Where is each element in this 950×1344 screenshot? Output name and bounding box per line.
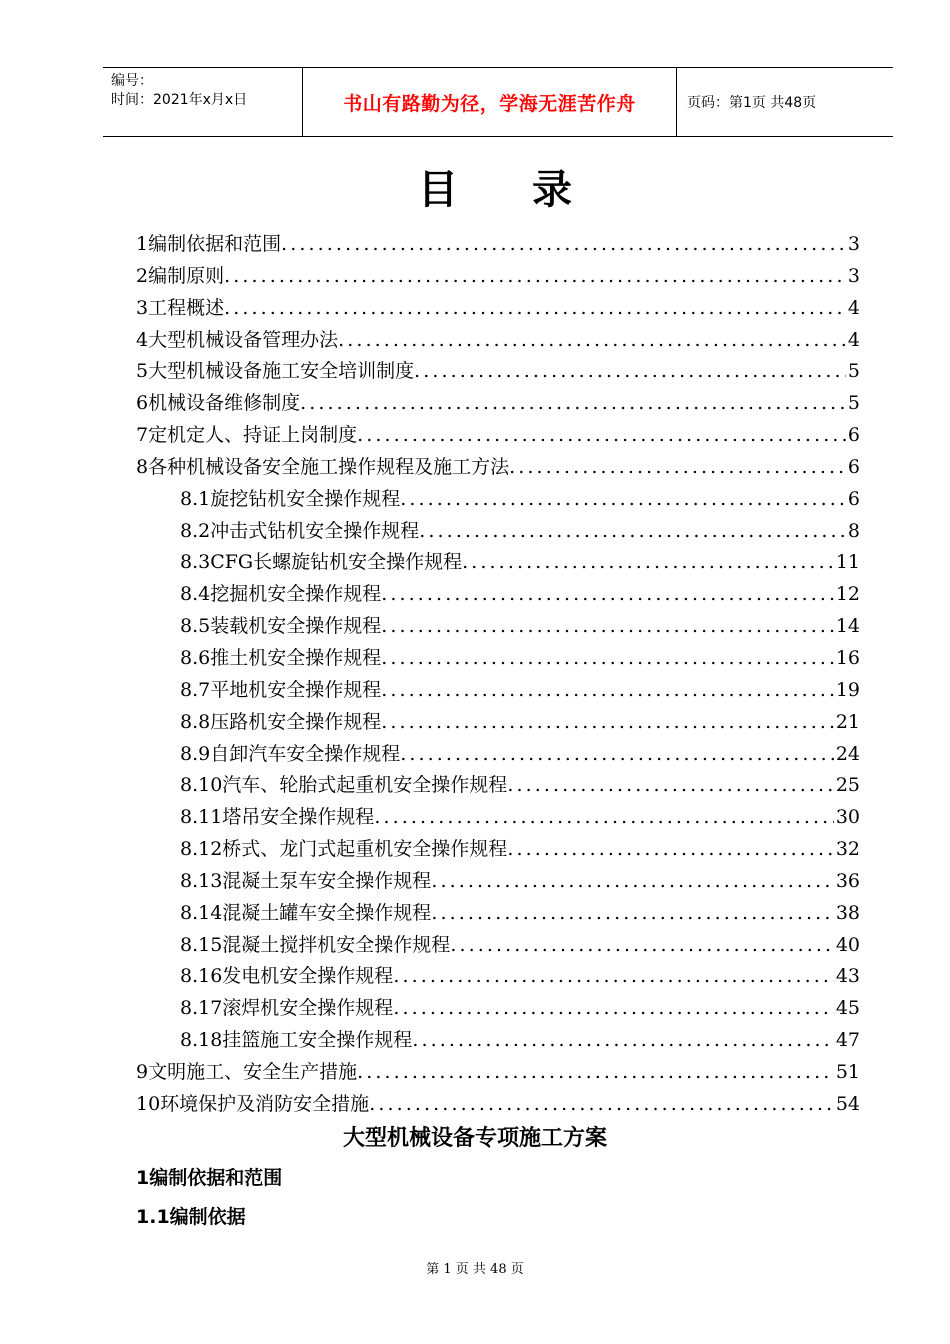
toc-entry-page: 19 [835, 678, 860, 701]
toc-entry[interactable] [136, 356, 860, 388]
toc-entry[interactable] [136, 261, 860, 293]
toc-entry-label: 8.8压路机安全操作规程 [180, 710, 382, 733]
toc-leader-dots [431, 902, 834, 924]
toc-leader-dots [393, 965, 834, 987]
toc-entry[interactable] [136, 961, 860, 993]
toc-entry-page: 43 [835, 965, 860, 988]
toc-entry-page: 12 [835, 583, 860, 606]
toc-entry-label: 3工程概述 [136, 296, 225, 319]
toc-entry-label: 2编制原则 [136, 264, 225, 287]
toc-entry-page: 6 [847, 424, 860, 447]
toc-entry-page: 40 [835, 933, 860, 956]
toc-leader-dots [393, 997, 834, 1019]
toc-entry-page: 5 [847, 392, 860, 415]
toc-leader-dots [462, 551, 834, 573]
toc-entry-label: 8.7平地机安全操作规程 [180, 678, 382, 701]
toc-entry[interactable] [136, 675, 860, 707]
toc-leader-dots [509, 456, 846, 478]
toc-entry-label: 8.5装载机安全操作规程 [180, 615, 382, 638]
toc-entry-page: 54 [835, 1092, 860, 1115]
toc-entry-label: 8.3CFG长螺旋钻机安全操作规程 [180, 551, 463, 574]
toc-entry-page: 8 [847, 519, 860, 542]
toc-entry-label: 1编制依据和范围 [136, 233, 282, 255]
header-meta [103, 68, 303, 136]
toc-entry-page: 24 [835, 742, 860, 765]
toc-leader-dots [224, 265, 846, 287]
toc-entry-label: 10环境保护及消防安全措施 [136, 1092, 370, 1115]
toc-entry-label: 8.17滚焊机安全操作规程 [180, 997, 394, 1020]
toc-title: 目 录 [418, 167, 602, 213]
toc-entry-label: 8.1旋挖钻机安全操作规程 [180, 487, 401, 510]
toc-leader-dots [357, 424, 846, 446]
toc-entry[interactable] [136, 1089, 860, 1121]
toc-entry[interactable] [136, 516, 860, 548]
toc-leader-dots [300, 392, 846, 414]
toc-entry-label: 8.9自卸汽车安全操作规程 [180, 742, 401, 765]
toc-leader-dots [414, 360, 846, 382]
header-page-info: 页码：第1页 共48页 [687, 95, 817, 111]
toc-leader-dots [338, 329, 846, 351]
toc-entry[interactable] [136, 866, 860, 898]
toc-entry[interactable] [136, 1057, 860, 1089]
toc-entry[interactable] [136, 452, 860, 484]
toc-entry[interactable] [136, 707, 860, 739]
toc-entry-page: 3 [847, 264, 860, 287]
toc-leader-dots [412, 1029, 834, 1051]
section-heading-1: 1编制依据和范围 [136, 1167, 283, 1189]
toc-leader-dots [507, 838, 834, 860]
document-title: 大型机械设备专项施工方案 [342, 1126, 607, 1151]
toc-entry-page: 4 [847, 328, 860, 351]
toc-entry[interactable] [136, 739, 860, 771]
toc-leader-dots [369, 1093, 834, 1115]
toc-leader-dots [381, 711, 834, 733]
toc-entry-label: 8.15混凝土搅拌机安全操作规程 [180, 933, 451, 956]
toc-entry-page: 11 [835, 551, 860, 574]
toc-entry-page: 32 [835, 838, 860, 861]
toc-entry-label: 8.13混凝土泵车安全操作规程 [180, 869, 432, 892]
toc-entry-label: 8.12桥式、龙门式起重机安全操作规程 [180, 838, 508, 861]
toc-leader-dots [381, 615, 834, 637]
toc-entry-label: 8.10汽车、轮胎式起重机安全操作规程 [180, 774, 508, 797]
toc-entry-page: 47 [835, 1029, 860, 1052]
toc-entry[interactable] [136, 325, 860, 357]
toc-entry-label: 8.18挂篮施工安全操作规程 [180, 1029, 413, 1052]
toc-entry-page: 30 [835, 806, 860, 829]
toc-leader-dots [224, 297, 846, 319]
toc-entry[interactable] [136, 898, 860, 930]
page-header [103, 67, 893, 137]
toc-entry-page: 4 [847, 296, 860, 319]
toc-entry-page: 16 [835, 646, 860, 669]
toc-entry-label: 8.2冲击式钻机安全操作规程 [180, 519, 420, 542]
toc-entry-label: 4大型机械设备管理办法 [136, 328, 339, 351]
toc-leader-dots [357, 1061, 834, 1083]
toc-entry-label: 8.6推土机安全操作规程 [180, 646, 382, 669]
toc-leader-dots [450, 934, 834, 956]
toc-entry[interactable] [136, 993, 860, 1025]
header-motto: 书山有路勤为径，学海无涯苦作舟 [303, 68, 677, 136]
toc-entry-label: 8.14混凝土罐车安全操作规程 [180, 901, 432, 924]
toc-leader-dots [374, 806, 834, 828]
toc-entry[interactable] [136, 611, 860, 643]
toc-entry-label: 8.11塔吊安全操作规程 [180, 806, 375, 829]
toc-leader-dots [419, 520, 846, 542]
toc-leader-dots [400, 488, 846, 510]
toc-entry-page: 25 [835, 774, 860, 797]
toc-entry[interactable] [136, 388, 860, 420]
toc-entry-label: 6机械设备维修制度 [136, 392, 301, 415]
toc-entry-label: 7定机定人、持证上岗制度 [136, 424, 358, 447]
toc-entry-page: 51 [835, 1060, 860, 1083]
toc-entry-page: 14 [835, 615, 860, 638]
date-label: 时间：2021年x月x日 [111, 92, 248, 108]
toc-entry-page: 6 [847, 455, 860, 478]
toc-entry-label: 8各种机械设备安全施工操作规程及施工方法 [136, 455, 510, 478]
toc-leader-dots [281, 233, 846, 255]
toc-entry-label: 8.4挖掘机安全操作规程 [180, 583, 382, 606]
toc-entry[interactable] [136, 484, 860, 516]
toc-entry[interactable] [136, 293, 860, 325]
toc-leader-dots [381, 583, 834, 605]
toc-entry-page: 21 [835, 710, 860, 733]
toc-entry-page: 36 [835, 869, 860, 892]
page-footer: 第 1 页 共 48 页 [426, 1262, 524, 1277]
toc-leader-dots [400, 743, 834, 765]
toc-entry[interactable] [136, 930, 860, 962]
toc-entry-label: 9文明施工、安全生产措施 [136, 1060, 358, 1083]
table-of-contents [136, 229, 860, 1121]
toc-entry[interactable] [136, 770, 860, 802]
toc-entry-page: 45 [835, 997, 860, 1020]
toc-entry[interactable] [136, 643, 860, 675]
toc-entry-label: 5大型机械设备施工安全培训制度 [136, 360, 415, 383]
toc-entry-page: 6 [847, 487, 860, 510]
toc-entry[interactable] [136, 1025, 860, 1057]
code-label: 编号： [111, 73, 153, 89]
toc-entry-label: 8.16发电机安全操作规程 [180, 965, 394, 988]
toc-leader-dots [507, 774, 834, 796]
toc-leader-dots [381, 679, 834, 701]
toc-entry[interactable] [136, 579, 860, 611]
toc-leader-dots [431, 870, 834, 892]
toc-entry-page: 3 [847, 233, 860, 255]
toc-entry[interactable] [136, 802, 860, 834]
toc-entry-page: 38 [835, 901, 860, 924]
toc-entry[interactable] [136, 547, 860, 579]
toc-leader-dots [381, 647, 834, 669]
toc-entry[interactable] [136, 229, 860, 261]
toc-entry-page: 5 [847, 360, 860, 383]
section-heading-1-1: 1.1编制依据 [136, 1206, 246, 1228]
toc-entry[interactable] [136, 834, 860, 866]
toc-entry[interactable] [136, 420, 860, 452]
